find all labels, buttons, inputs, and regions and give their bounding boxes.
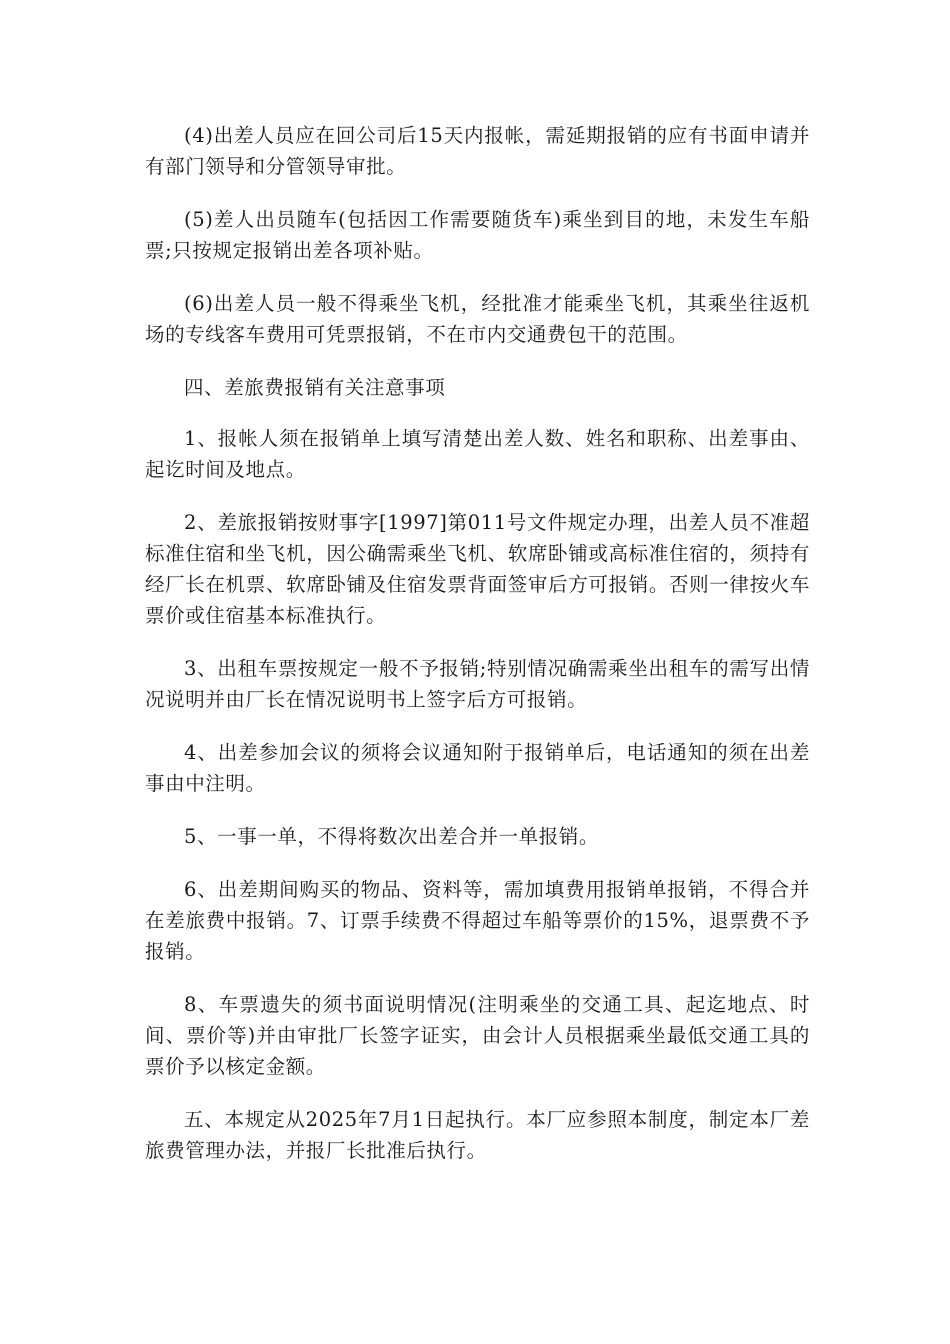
notice-item-1: 1、报帐人须在报销单上填写清楚出差人数、姓名和职称、出差事由、起讫时间及地点。	[145, 427, 810, 481]
paragraph-item-6: (6)出差人员一般不得乘坐飞机，经批准才能乘坐飞机，其乘坐往返机场的专线客车费用可凭票报销，不在市内交通费包干的范围。	[145, 292, 810, 346]
notice-item-8: 8、车票遗失的须书面说明情况(注明乘坐的交通工具、起迄地点、时间、票价等)并由审批厂长签字证实，由会计人员根据乘坐最低交通工具的票价予以核定金额。	[145, 993, 810, 1078]
paragraph-item-5: (5)差人出员随车(包括因工作需要随货车)乘坐到目的地，未发生车船票;只按规定报销出差各项补贴。	[145, 208, 810, 262]
notice-item-2: 2、差旅报销按财事字[1997]第011号文件规定办理，出差人员不准超标准住宿和坐飞机，因公确需乘坐飞机、软席卧铺或高标准住宿的，须持有经厂长在机票、软席卧铺及住宿发票背面签审后方可报销。否则一律按火车票价或住宿基本标准执行。	[145, 511, 810, 627]
section-heading-4: 四、差旅费报销有关注意事项	[184, 376, 446, 399]
notice-item-3: 3、出租车票按规定一般不予报销;特别情况确需乘坐出租车的需写出情况说明并由厂长在情况说明书上签字后方可报销。	[145, 657, 810, 711]
notice-item-6-7: 6、出差期间购买的物品、资料等，需加填费用报销单报销，不得合并在差旅费中报销。7、订票手续费不得超过车船等票价的15%，退票费不予报销。	[145, 878, 810, 963]
notice-item-5: 5、一事一单，不得将数次出差合并一单报销。	[184, 825, 600, 848]
section-5-effective-date: 五、本规定从2025年7月1日起执行。本厂应参照本制度，制定本厂差旅费管理办法，并报厂长批准后执行。	[145, 1108, 810, 1162]
notice-item-4: 4、出差参加会议的须将会议通知附于报销单后，电话通知的须在出差事由中注明。	[145, 741, 810, 795]
paragraph-item-4: (4)出差人员应在回公司后15天内报帐，需延期报销的应有书面申请并有部门领导和分管领导审批。	[145, 124, 810, 178]
document-body	[145, 120, 810, 1188]
